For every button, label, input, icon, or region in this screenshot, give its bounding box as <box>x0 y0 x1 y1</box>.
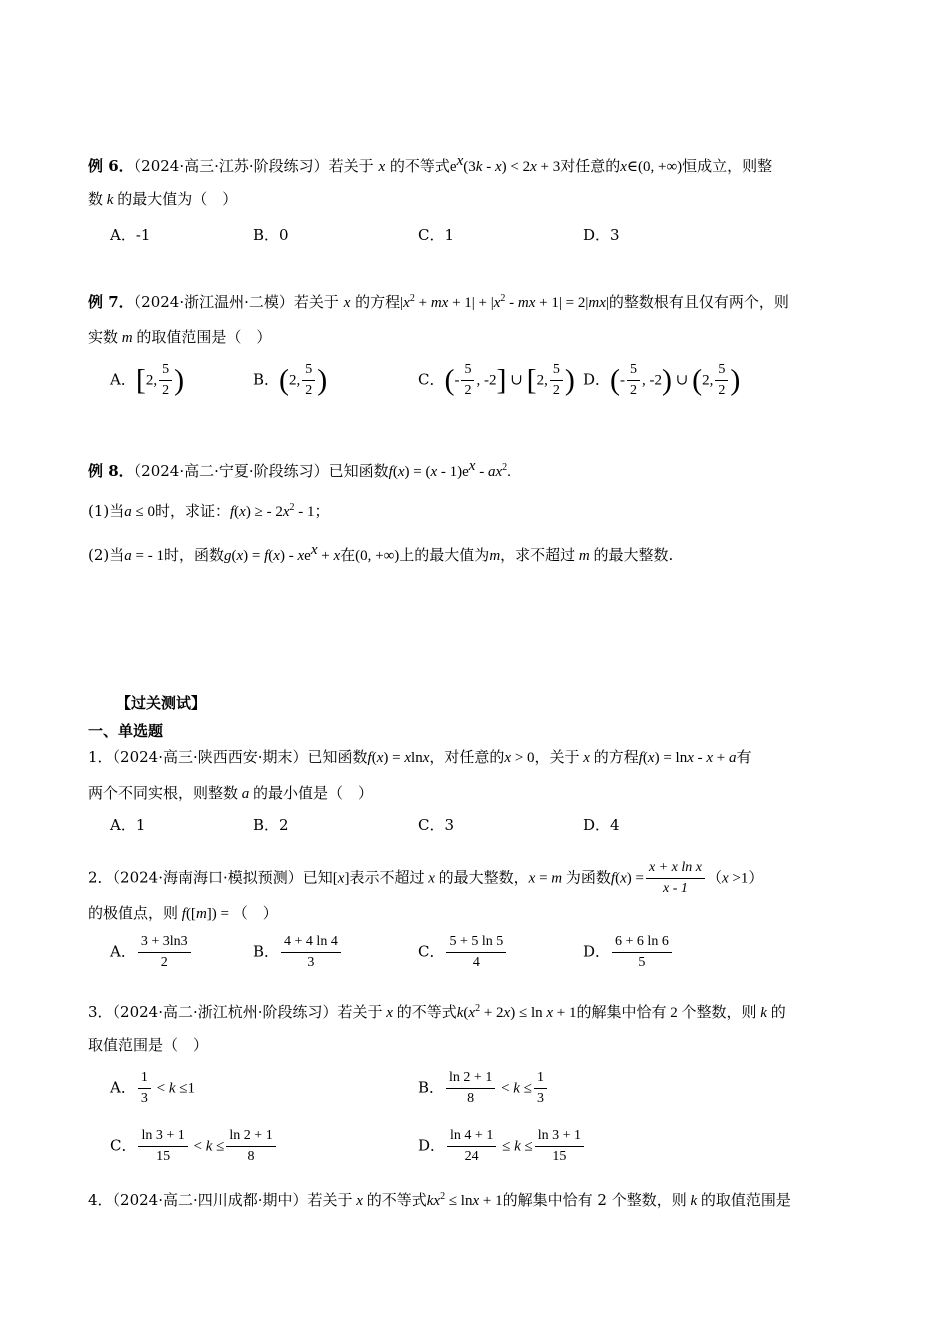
ex8-stem: ，求不超过 <box>500 546 576 564</box>
test-heading: 【过关测试】 <box>116 694 207 712</box>
q3-line2 <box>88 1034 208 1056</box>
q2-number: 2． <box>88 868 113 887</box>
ex6-line2: 数 k 的最大值为（ ） <box>88 190 238 208</box>
q1-option-c: C．3 <box>418 816 455 834</box>
q4-source: （2024·高二·四川成都·期中） <box>112 1191 308 1209</box>
option-letter: B． <box>253 370 280 389</box>
ex6-option-a: A．-1 <box>110 226 151 244</box>
ex8-stem: (1)当 <box>88 502 125 520</box>
q1-stem: 的方程 <box>593 748 639 766</box>
q3-stem: 的 <box>770 1003 786 1021</box>
ex7-stem: 的方程 <box>355 293 401 311</box>
ex6-stem: 恒成立，则整 <box>682 157 773 175</box>
q3-line1: 3．（2024·高二·浙江杭州·阶段练习）若关于 x 的不等式$k(x^2 + 2x) \le \ln x + 1$的解集中恰有 2 个整数，则 k 的 <box>88 1003 786 1021</box>
ex6-stem: 若关于 <box>328 157 374 175</box>
ex6-stem: 对任意的 <box>560 157 621 175</box>
q2-stem: 已知 <box>302 868 333 887</box>
q2-option-c: C． $\frac{5 + 5 \ln 5}{4}$ <box>418 932 508 973</box>
ex8-part1: (1)当a ≤ 0时，求证：f(x) ≥ - $2x^2 - 1$； <box>88 502 330 520</box>
ex7-source: （2024·浙江温州·二模） <box>133 293 294 311</box>
q2-option-b: B． $\frac{4 + 4 \ln 4}{3}$ <box>253 932 343 973</box>
q2-stem: 的最大整数， <box>438 868 529 887</box>
q1-stem: ，对任意的 <box>429 748 505 766</box>
q1-source: （2024·高三·陕西西安·期末） <box>112 748 308 766</box>
option-letter: D． <box>418 1136 446 1155</box>
q3-option-d: D． $\frac{\ln 4 + 1}{24}$ ≤ k ≤ $\frac{\ln 3 + 1}{15}$ <box>418 1126 586 1167</box>
ex7-stem: 的取值范围是（ ） <box>136 328 272 346</box>
option-letter: D． <box>583 942 611 961</box>
ex8-stem: 的最大整数. <box>593 546 674 564</box>
q4-line1: 4．（2024·高二·四川成都·期中）若关于 x 的不等式$kx^2 \le \ln x + 1$的解集中恰有 2 个整数，则 k 的取值范围是 <box>88 1191 791 1209</box>
ex6-line1: 例 6．（2024·高三·江苏·阶段练习）若关于 x 的不等式$e^x(3k - x) < 2x + 3$对任意的x∈(0, +∞)恒成立，则整 <box>88 153 773 175</box>
ex6-option-d: D．3 <box>583 226 620 244</box>
ex7-stem: 的整数根有且仅有两个，则 <box>608 293 789 311</box>
ex8-stem: 时，求证： <box>154 502 230 520</box>
q1-line2: 两个不同实根，则整数 a 的最小值是（ ） <box>88 784 374 802</box>
q4-stem: 的取值范围是 <box>700 1191 791 1209</box>
q1-stem: 的最小值是（ ） <box>253 784 374 802</box>
option-letter: B． <box>253 942 280 961</box>
q1-option-b: B．2 <box>253 816 289 834</box>
option-letter: A． <box>110 942 136 961</box>
ex6-source: （2024·高三·江苏·阶段练习） <box>133 157 329 175</box>
q1-line1: 1．（2024·高三·陕西西安·期末）已知函数f(x) = xlnx，对任意的x > 0，关于 x 的方程f(x) = lnx - x + a有 <box>88 748 752 766</box>
ex6-stem: 的不等式 <box>389 157 450 175</box>
option-letter: D． <box>583 370 611 389</box>
q1-stem: ，关于 <box>534 748 580 766</box>
q3-option-b: B． $\frac{\ln 2 + 1}{8}$ < k ≤ $\frac{1}{3}$ <box>418 1068 549 1109</box>
q2-stem: 表示不超过 <box>349 868 425 887</box>
ex7-line1: 例 7．（2024·浙江温州·二模）若关于 x 的方程$|x^2$ + mx + $1| + |x^2$ - mx + 1| = 2|mx|的整数根有且仅有两个，则 <box>88 293 789 311</box>
ex6-label: 例 6． <box>88 157 134 175</box>
q1-option-d: D．4 <box>583 816 620 834</box>
q1-stem: 有 <box>736 748 752 766</box>
ex7-label: 例 7． <box>88 293 134 311</box>
ex7-option-d: D．(- $\frac{5}{2}$ , -2) ∪ (2, $\frac{5}{2}$ ) <box>583 362 741 398</box>
q3-stem: 个整数，则 <box>681 1003 757 1021</box>
ex6-inequality: $e^x(3k - x) < 2x + 3$ <box>449 153 561 175</box>
ex6-option-b: B．0 <box>253 226 289 244</box>
q2-line1: 2．（2024·海南海口·模拟预测）已知[x]表示不超过 x 的最大整数，x = m 为函数f(x) = $\frac{\text{x + x ln x}}{x - 1}$ （x >1） <box>88 860 764 896</box>
q2-source: （2024·海南海口·模拟预测） <box>112 868 303 887</box>
ex8-stem: 在 <box>340 546 356 564</box>
q4-stem: 若关于 <box>307 1191 353 1209</box>
ex8-stem: 时，函数 <box>163 546 224 564</box>
ex6-stem: 的最大值为（ ） <box>117 190 238 208</box>
q1-stem: 两个不同实根，则整数 <box>88 784 239 802</box>
option-letter: C． <box>110 1136 137 1155</box>
ex8-stem: (2)当 <box>88 546 125 564</box>
option-letter: A． <box>110 1078 136 1097</box>
option-letter: C． <box>418 370 445 389</box>
ex7-option-c: C．(- $\frac{5}{2}$ , -2] ∪ [2, $\frac{5}{2}$ ) <box>418 362 575 398</box>
ex7-stem: 实数 <box>88 328 119 346</box>
ex7-option-b: B．(2, $\frac{5}{2}$ ) <box>253 362 328 398</box>
q4-stem: 的不等式 <box>366 1191 427 1209</box>
ex8-source: （2024·高二·宁夏·阶段练习） <box>133 462 329 480</box>
option-letter: C． <box>418 942 445 961</box>
q4-number: 4． <box>88 1191 113 1209</box>
ex7-option-a: A．[2, $\frac{5}{2}$ ) <box>110 362 185 398</box>
ex8-stem: 上的最大值为 <box>399 546 490 564</box>
q2-stem: 的极值点，则 <box>88 904 179 922</box>
q2-option-a: A． $\frac{3 + 3\ln 3}{2}$ <box>110 932 193 973</box>
q2-line2: 的极值点，则 f([m]) = （ ） <box>88 904 278 922</box>
ex8-label: 例 8． <box>88 462 134 480</box>
ex8-line1 <box>88 455 511 483</box>
q3-option-a: A． $\frac{1}{3}$ < k ≤1 <box>110 1070 195 1106</box>
q1-number: 1． <box>88 748 113 766</box>
section-heading: 一、单选题 <box>88 722 164 740</box>
q3-source: （2024·高二·浙江杭州·阶段练习） <box>112 1003 338 1021</box>
q4-stem: 的解集中恰有 2 个整数，则 <box>502 1191 687 1209</box>
q1-option-a: A．1 <box>110 816 146 834</box>
ex8-function: $f(x) = (x - 1)e^x - ax^2$. <box>388 458 511 480</box>
q2-option-d: D． $\frac{6 + 6 \ln 6}{5}$ <box>583 932 674 973</box>
q3-stem: 的解集中恰有 <box>576 1003 667 1021</box>
ex8-part2: (2)当a = - 1时，函数$g(x) = f(x) - xe^x + x$在(0, +∞)上的最大值为m，求不超过 m 的最大整数. <box>88 542 674 564</box>
q3-option-c: C． $\frac{\ln 3 + 1}{15}$ < k ≤ $\frac{\ln 2 + 1}{8}$ <box>110 1126 278 1167</box>
ex7-line2: 实数 m 的取值范围是（ ） <box>88 328 272 346</box>
ex7-stem: 若关于 <box>293 293 339 311</box>
option-letter: B． <box>418 1078 445 1097</box>
ex8-stem: 已知函数 <box>328 462 389 480</box>
ex7-equation: $|x^2$ + mx + $1| + |x^2$ - mx + 1| = 2|mx| <box>400 293 609 311</box>
q1-stem: 已知函数 <box>307 748 368 766</box>
q3-number: 3． <box>88 1003 113 1021</box>
q3-stem: 若关于 <box>337 1003 383 1021</box>
ex6-domain: x∈(0, +∞) <box>620 159 683 175</box>
ex6-option-c: C．1 <box>418 226 455 244</box>
q3-stem: 的不等式 <box>396 1003 457 1021</box>
q2-stem: 为函数 <box>565 868 611 887</box>
option-letter: A． <box>110 370 136 389</box>
q3-stem: 取值范围是（ ） <box>88 1036 209 1054</box>
ex6-stem: 数 <box>88 190 104 208</box>
